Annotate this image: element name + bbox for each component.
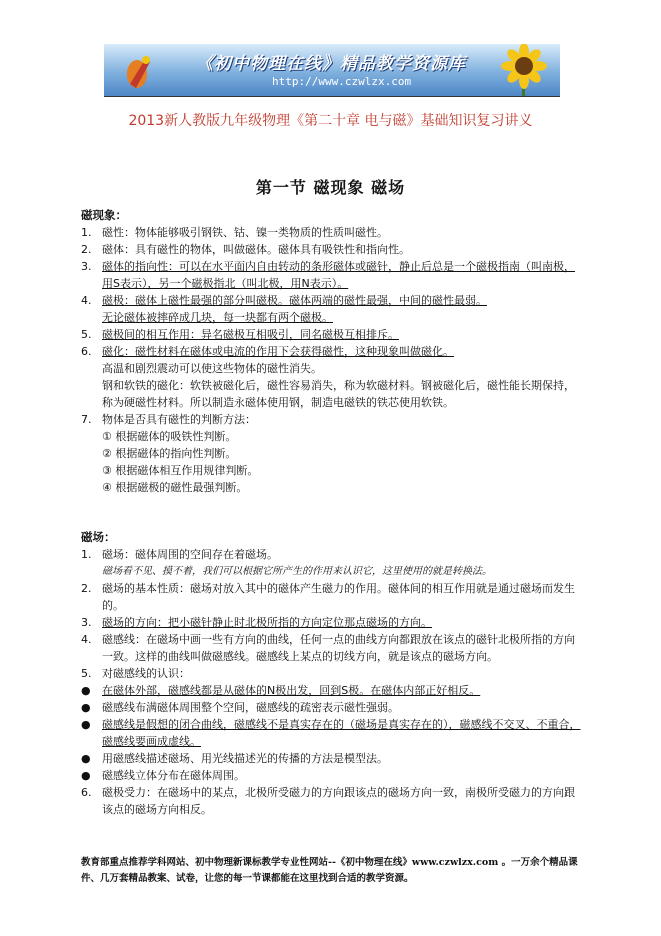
- banner-url[interactable]: http://www.czwlzx.com: [272, 75, 412, 88]
- list-item: 7. 物体是否具有磁性的判断方法：: [81, 413, 256, 426]
- sub-item: ② 根据磁体的指向性判断。: [102, 447, 237, 460]
- banner-title: 《初中物理在线》精品教学资源库: [196, 54, 466, 74]
- sub-item: ③ 根据磁体相互作用规律判断。: [102, 464, 259, 477]
- spacer: [81, 513, 581, 529]
- bullet-item: ● 在磁体外部，磁感线都是从磁体的N极出发，回到S极。在磁体内部正好相反。: [81, 684, 481, 697]
- bullet-item: ● 磁感线布满磁体周围整个空间，磁感线的疏密表示磁性强弱。: [81, 701, 399, 714]
- list-item: 1. 磁场：磁体周围的空间存在着磁场。: [81, 548, 278, 561]
- logo-icon: [124, 50, 154, 90]
- subheading-magnetic-field: 磁场：: [81, 530, 116, 544]
- list-item: 3. 磁体的指向性：可以在水平面内自由转动的条形磁体或磁针，静止后总是一个磁极指南（叫南极，用S表示），另一个磁极指北（叫北极，用N表示）。: [81, 260, 575, 290]
- sub-item: ④ 根据磁极的磁性最强判断。: [102, 481, 248, 494]
- page-footer: 教育部重点推荐学科网站、初中物理新课标教学专业性网站--《初中物理在线》www.czwlzx.com 。一万余个精品课件、几万套精品教案、试卷，让您的每一节课都能在这里找到合适的教学资源。: [81, 857, 578, 884]
- list-item-continuation: 无论磁体被摔碎成几块，每一块都有两个磁极。: [102, 311, 333, 324]
- bullet-item: ● 磁感线是假想的闭合曲线，磁感线不是真实存在的（磁场是真实存在的），磁感线不交叉、不重合，磁感线要画成虚线。: [81, 718, 581, 748]
- list-item: 6. 磁化：磁性材料在磁体或电流的作用下会获得磁性，这种现象叫做磁化。: [81, 345, 454, 358]
- list-item: 6. 磁极受力：在磁场中的某点，北极所受磁力的方向跟该点的磁场方向一致，南极所受磁力的方向跟该点的磁场方向相反。: [81, 786, 575, 816]
- section-title: 第一节 磁现象 磁场: [255, 178, 406, 197]
- bullet-icon: ●: [81, 701, 91, 714]
- list-item: 2. 磁场的基本性质：磁场对放入其中的磁体产生磁力的作用。磁体间的相互作用就是通过磁场而发生的。: [81, 582, 575, 612]
- sub-item: ① 根据磁体的吸铁性判断。: [102, 430, 237, 443]
- list-item: 2. 磁体：具有磁性的物体，叫做磁体。磁体具有吸铁性和指向性。: [81, 243, 410, 256]
- bullet-item: ● 用磁感线描述磁场、用光线描述光的传播的方法是模型法。: [81, 752, 388, 765]
- document-body: [81, 207, 581, 818]
- sunflower-icon: [492, 44, 556, 96]
- list-item: 5. 磁极间的相互作用：异名磁极互相吸引，同名磁极互相排斥。: [81, 328, 399, 341]
- list-item-continuation: 钢和软铁的磁化：软铁被磁化后，磁性容易消失，称为软磁材料。钢被磁化后，磁性能长期保持，称为硬磁性材料。所以制造永磁体使用钢，制造电磁铁的铁芯使用软铁。: [102, 379, 575, 409]
- list-item: 4. 磁极：磁体上磁性最强的部分叫磁极。磁体两端的磁性最强，中间的磁性最弱。: [81, 294, 487, 307]
- bullet-icon: ●: [81, 752, 91, 765]
- note-text: 磁场看不见、摸不着，我们可以根据它所产生的作用来认识它，这里使用的就是转换法。: [102, 566, 492, 577]
- subheading-magnetism: 磁现象：: [81, 208, 127, 222]
- document-title: 2013新人教版九年级物理《第二十章 电与磁》基础知识复习讲义: [128, 113, 533, 129]
- site-banner: [104, 44, 560, 96]
- bullet-item: ● 磁感线立体分布在磁体周围。: [81, 769, 245, 782]
- bullet-icon: ●: [81, 684, 91, 697]
- list-item: 3. 磁场的方向：把小磁针静止时北极所指的方向定位那点磁场的方向。: [81, 616, 432, 629]
- list-item: 5. 对磁感线的认识：: [81, 667, 190, 680]
- list-item: 4. 磁感线：在磁场中画一些有方向的曲线，任何一点的曲线方向都跟放在该点的磁针北极所指的方向一致。这样的曲线叫做磁感线。磁感线上某点的切线方向，就是该点的磁场方向。: [81, 633, 575, 663]
- list-item-continuation: 高温和剧烈震动可以使这些物体的磁性消失。: [102, 362, 322, 375]
- banner-divider: [104, 96, 560, 97]
- list-item: 1. 磁性：物体能够吸引钢铁、钴、镍一类物质的性质叫磁性。: [81, 226, 388, 239]
- bullet-icon: ●: [81, 718, 91, 731]
- bullet-icon: ●: [81, 769, 91, 782]
- spacer: [81, 496, 581, 513]
